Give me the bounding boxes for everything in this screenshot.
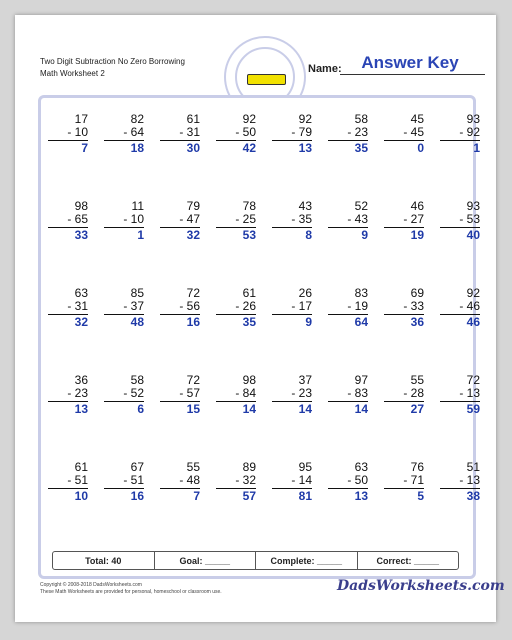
answer: 53 bbox=[216, 227, 256, 242]
copyright bbox=[40, 582, 222, 596]
answer: 18 bbox=[104, 140, 144, 155]
score-bar bbox=[52, 551, 459, 570]
subtrahend: - 28 bbox=[403, 386, 424, 400]
problem-19 bbox=[160, 287, 200, 329]
problem-28 bbox=[216, 374, 256, 416]
problem-36 bbox=[216, 461, 256, 503]
minuend: 72 bbox=[186, 286, 200, 300]
problem-21 bbox=[272, 287, 312, 329]
minuend: 58 bbox=[130, 373, 144, 387]
subtrahend: - 56 bbox=[179, 299, 200, 313]
minuend: 92 bbox=[242, 112, 256, 126]
total-cell: Total: 40 bbox=[85, 555, 122, 566]
title-line-1: Two Digit Subtraction No Zero Borrowing bbox=[40, 57, 185, 66]
problem-40 bbox=[440, 461, 480, 503]
subtrahend: - 33 bbox=[403, 299, 424, 313]
problem-17 bbox=[48, 287, 88, 329]
problem-18 bbox=[104, 287, 144, 329]
correct-cell: Correct: _____ bbox=[357, 552, 459, 569]
problem-9 bbox=[48, 200, 88, 242]
minuend: 72 bbox=[186, 373, 200, 387]
answer: 0 bbox=[384, 140, 424, 155]
copyright-line-2: These Math Worksheets are provided for personal, homeschool or classroom use. bbox=[40, 589, 222, 595]
answer: 7 bbox=[160, 488, 200, 503]
worksheet-title bbox=[40, 56, 185, 80]
minuend: 69 bbox=[410, 286, 424, 300]
minuend: 43 bbox=[298, 199, 312, 213]
answer: 1 bbox=[104, 227, 144, 242]
pencil-icon bbox=[247, 74, 286, 85]
minuend: 98 bbox=[74, 199, 88, 213]
minuend: 63 bbox=[354, 460, 368, 474]
answer: 40 bbox=[440, 227, 480, 242]
problem-1 bbox=[48, 113, 88, 155]
minuend: 58 bbox=[354, 112, 368, 126]
answer: 27 bbox=[384, 401, 424, 416]
minuend: 92 bbox=[466, 286, 480, 300]
subtrahend: - 46 bbox=[459, 299, 480, 313]
subtrahend: - 14 bbox=[291, 473, 312, 487]
answer: 14 bbox=[328, 401, 368, 416]
minuend: 72 bbox=[466, 373, 480, 387]
subtrahend: - 27 bbox=[403, 212, 424, 226]
subtrahend: - 10 bbox=[67, 125, 88, 139]
name-line bbox=[340, 74, 485, 75]
answer: 81 bbox=[272, 488, 312, 503]
subtrahend: - 53 bbox=[459, 212, 480, 226]
answer: 13 bbox=[48, 401, 88, 416]
subtrahend: - 57 bbox=[179, 386, 200, 400]
minuend: 98 bbox=[242, 373, 256, 387]
minuend: 67 bbox=[130, 460, 144, 474]
dadsworksheets-logo: DadsWorksheets.com bbox=[337, 578, 505, 594]
problem-10 bbox=[104, 200, 144, 242]
answer: 38 bbox=[440, 488, 480, 503]
subtrahend: - 25 bbox=[235, 212, 256, 226]
subtrahend: - 45 bbox=[403, 125, 424, 139]
answer: 14 bbox=[216, 401, 256, 416]
problem-30 bbox=[328, 374, 368, 416]
minuend: 92 bbox=[298, 112, 312, 126]
problems-frame bbox=[38, 95, 476, 579]
subtrahend: - 52 bbox=[123, 386, 144, 400]
minuend: 95 bbox=[298, 460, 312, 474]
subtrahend: - 13 bbox=[459, 386, 480, 400]
minuend: 61 bbox=[74, 460, 88, 474]
subtrahend: - 65 bbox=[67, 212, 88, 226]
subtrahend: - 10 bbox=[123, 212, 144, 226]
answer: 35 bbox=[328, 140, 368, 155]
problem-33 bbox=[48, 461, 88, 503]
minuend: 82 bbox=[130, 112, 144, 126]
answer: 16 bbox=[104, 488, 144, 503]
answer: 16 bbox=[160, 314, 200, 329]
minuend: 89 bbox=[242, 460, 256, 474]
subtrahend: - 64 bbox=[123, 125, 144, 139]
minuend: 61 bbox=[186, 112, 200, 126]
subtrahend: - 83 bbox=[347, 386, 368, 400]
subtrahend: - 51 bbox=[67, 473, 88, 487]
problem-23 bbox=[384, 287, 424, 329]
complete-cell: Complete: _____ bbox=[255, 552, 357, 569]
problem-7 bbox=[384, 113, 424, 155]
subtrahend: - 19 bbox=[347, 299, 368, 313]
subtrahend: - 23 bbox=[347, 125, 368, 139]
problem-3 bbox=[160, 113, 200, 155]
problem-20 bbox=[216, 287, 256, 329]
answer: 33 bbox=[48, 227, 88, 242]
subtrahend: - 71 bbox=[403, 473, 424, 487]
problem-25 bbox=[48, 374, 88, 416]
subtrahend: - 31 bbox=[179, 125, 200, 139]
minuend: 37 bbox=[298, 373, 312, 387]
subtrahend: - 32 bbox=[235, 473, 256, 487]
answer: 19 bbox=[384, 227, 424, 242]
minuend: 78 bbox=[242, 199, 256, 213]
problem-39 bbox=[384, 461, 424, 503]
copyright-line-1: Copyright © 2008-2018 DadsWorksheets.com bbox=[40, 582, 142, 588]
minuend: 93 bbox=[466, 199, 480, 213]
problem-6 bbox=[328, 113, 368, 155]
answer: 9 bbox=[328, 227, 368, 242]
problem-34 bbox=[104, 461, 144, 503]
minuend: 45 bbox=[410, 112, 424, 126]
answer-key-heading: Answer Key bbox=[361, 53, 459, 72]
problem-15 bbox=[384, 200, 424, 242]
subtrahend: - 48 bbox=[179, 473, 200, 487]
subtrahend: - 51 bbox=[123, 473, 144, 487]
problem-31 bbox=[384, 374, 424, 416]
subtrahend: - 50 bbox=[235, 125, 256, 139]
minuend: 11 bbox=[131, 199, 144, 213]
minuend: 46 bbox=[410, 199, 424, 213]
problem-12 bbox=[216, 200, 256, 242]
problem-11 bbox=[160, 200, 200, 242]
answer: 32 bbox=[48, 314, 88, 329]
problem-26 bbox=[104, 374, 144, 416]
problem-8 bbox=[440, 113, 480, 155]
answer: 59 bbox=[440, 401, 480, 416]
subtrahend: - 23 bbox=[291, 386, 312, 400]
subtrahend: - 37 bbox=[123, 299, 144, 313]
problem-2 bbox=[104, 113, 144, 155]
answer: 10 bbox=[48, 488, 88, 503]
subtrahend: - 84 bbox=[235, 386, 256, 400]
answer: 57 bbox=[216, 488, 256, 503]
answer: 35 bbox=[216, 314, 256, 329]
answer: 5 bbox=[384, 488, 424, 503]
name-label: Name: bbox=[308, 63, 342, 75]
subtrahend: - 13 bbox=[459, 473, 480, 487]
answer: 6 bbox=[104, 401, 144, 416]
answer: 15 bbox=[160, 401, 200, 416]
answer: 14 bbox=[272, 401, 312, 416]
subtrahend: - 79 bbox=[291, 125, 312, 139]
minuend: 36 bbox=[74, 373, 88, 387]
problem-22 bbox=[328, 287, 368, 329]
minuend: 51 bbox=[466, 460, 480, 474]
minuend: 83 bbox=[354, 286, 368, 300]
problem-4 bbox=[216, 113, 256, 155]
subtrahend: - 17 bbox=[291, 299, 312, 313]
answer: 1 bbox=[440, 140, 480, 155]
subtrahend: - 31 bbox=[67, 299, 88, 313]
minuend: 63 bbox=[74, 286, 88, 300]
subtrahend: - 50 bbox=[347, 473, 368, 487]
answer: 48 bbox=[104, 314, 144, 329]
minuend: 55 bbox=[410, 373, 424, 387]
answer: 42 bbox=[216, 140, 256, 155]
minuend: 97 bbox=[354, 373, 368, 387]
problem-35 bbox=[160, 461, 200, 503]
subtrahend: - 92 bbox=[459, 125, 480, 139]
minuend: 85 bbox=[130, 286, 144, 300]
minuend: 61 bbox=[242, 286, 256, 300]
minuend: 17 bbox=[74, 112, 88, 126]
answer: 64 bbox=[328, 314, 368, 329]
answer: 32 bbox=[160, 227, 200, 242]
minuend: 26 bbox=[298, 286, 312, 300]
subtrahend: - 23 bbox=[67, 386, 88, 400]
subtrahend: - 43 bbox=[347, 212, 368, 226]
problem-38 bbox=[328, 461, 368, 503]
minuend: 52 bbox=[354, 199, 368, 213]
minuend: 79 bbox=[186, 199, 200, 213]
answer: 13 bbox=[272, 140, 312, 155]
problem-5 bbox=[272, 113, 312, 155]
problem-24 bbox=[440, 287, 480, 329]
answer: 13 bbox=[328, 488, 368, 503]
answer: 46 bbox=[440, 314, 480, 329]
answer: 8 bbox=[272, 227, 312, 242]
answer: 9 bbox=[272, 314, 312, 329]
subtrahend: - 47 bbox=[179, 212, 200, 226]
minuend: 76 bbox=[410, 460, 424, 474]
minuend: 55 bbox=[186, 460, 200, 474]
problem-14 bbox=[328, 200, 368, 242]
answer: 36 bbox=[384, 314, 424, 329]
answer: 30 bbox=[160, 140, 200, 155]
problem-32 bbox=[440, 374, 480, 416]
problem-27 bbox=[160, 374, 200, 416]
minuend: 93 bbox=[466, 112, 480, 126]
problem-29 bbox=[272, 374, 312, 416]
problem-13 bbox=[272, 200, 312, 242]
subtrahend: - 35 bbox=[291, 212, 312, 226]
goal-cell: Goal: _____ bbox=[154, 552, 256, 569]
answer: 7 bbox=[48, 140, 88, 155]
problem-16 bbox=[440, 200, 480, 242]
subtrahend: - 26 bbox=[235, 299, 256, 313]
problem-37 bbox=[272, 461, 312, 503]
title-line-2: Math Worksheet 2 bbox=[40, 69, 105, 78]
